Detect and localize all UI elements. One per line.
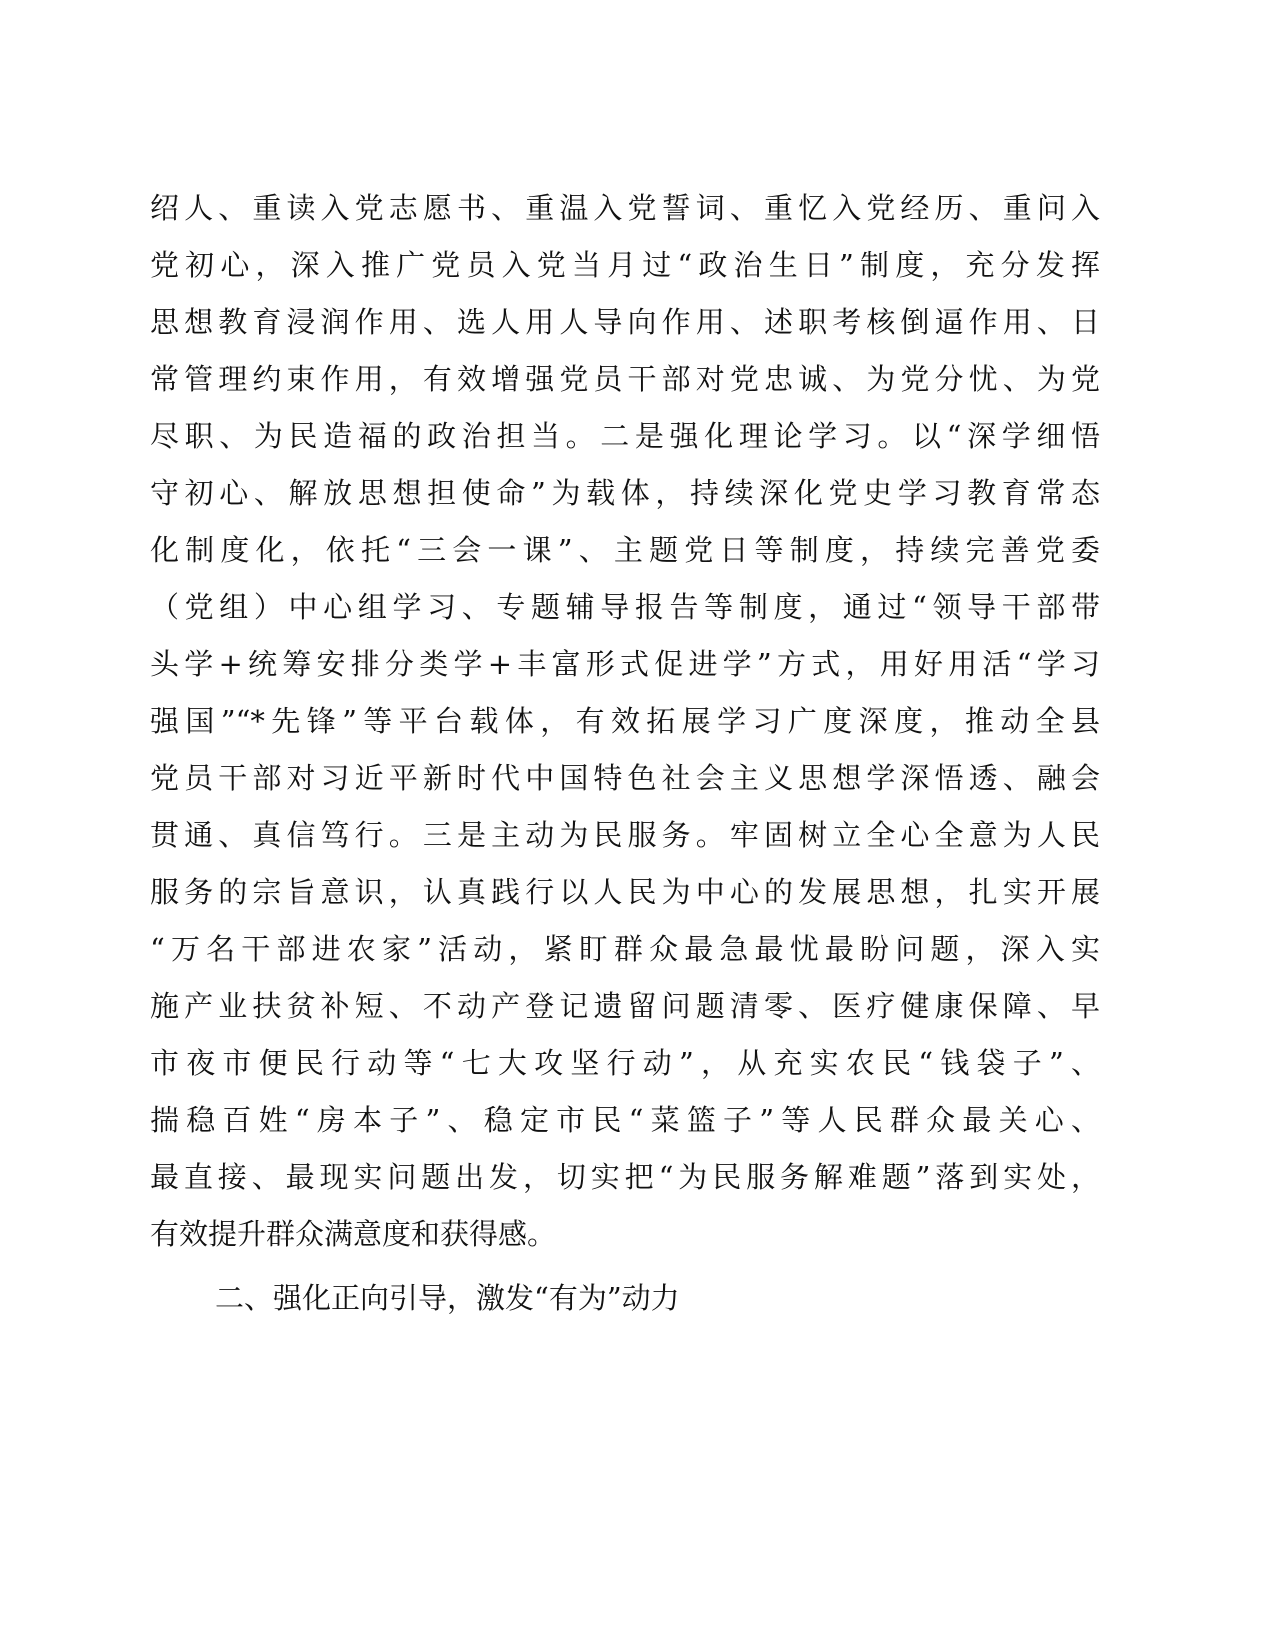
paragraph-line: 党初心，深入推广党员入党当月过“政治生日”制度，充分发挥 xyxy=(150,248,1100,282)
paragraph-line: “万名干部进农家”活动，紧盯群众最急最忧最盼问题，深入实 xyxy=(150,932,1100,966)
paragraph-line: 最直接、最现实问题出发，切实把“为民服务解难题”落到实处， xyxy=(150,1160,1100,1194)
paragraph-line-last: 有效提升群众满意度和获得感。 xyxy=(150,1217,557,1251)
body-paragraph xyxy=(150,180,1100,1263)
paragraph-line: 施产业扶贫补短、不动产登记遗留问题清零、医疗健康保障、早 xyxy=(150,989,1100,1023)
paragraph-line: 绍人、重读入党志愿书、重温入党誓词、重忆入党经历、重问入 xyxy=(150,191,1100,225)
paragraph-line: 服务的宗旨意识，认真践行以人民为中心的发展思想，扎实开展 xyxy=(150,875,1100,909)
paragraph-line: 常管理约束作用，有效增强党员干部对党忠诚、为党分忧、为党 xyxy=(150,362,1100,396)
paragraph-line: 化制度化，依托“三会一课”、主题党日等制度，持续完善党委 xyxy=(150,533,1100,567)
paragraph-line: 头学+统筹安排分类学+丰富形式促进学”方式，用好用活“学习 xyxy=(150,647,1100,681)
paragraph-line: 守初心、解放思想担使命”为载体，持续深化党史学习教育常态 xyxy=(150,476,1100,510)
paragraph-line: 党员干部对习近平新时代中国特色社会主义思想学深悟透、融会 xyxy=(150,761,1100,795)
paragraph-line: 贯通、真信笃行。三是主动为民服务。牢固树立全心全意为人民 xyxy=(150,818,1100,852)
paragraph-line: 思想教育浸润作用、选人用人导向作用、述职考核倒逼作用、日 xyxy=(150,305,1100,339)
paragraph-line: 强国”“*先锋”等平台载体，有效拓展学习广度深度，推动全县 xyxy=(150,704,1100,738)
paragraph-line: （党组）中心组学习、专题辅导报告等制度，通过“领导干部带 xyxy=(150,590,1100,624)
paragraph-line: 市夜市便民行动等“七大攻坚行动”，从充实农民“钱袋子”、 xyxy=(150,1046,1100,1080)
section-heading: 二、强化正向引导，激发“有为”动力 xyxy=(215,1281,680,1315)
paragraph-line: 尽职、为民造福的政治担当。二是强化理论学习。以“深学细悟 xyxy=(150,419,1100,453)
paragraph-line: 揣稳百姓“房本子”、稳定市民“菜篮子”等人民群众最关心、 xyxy=(150,1103,1100,1137)
